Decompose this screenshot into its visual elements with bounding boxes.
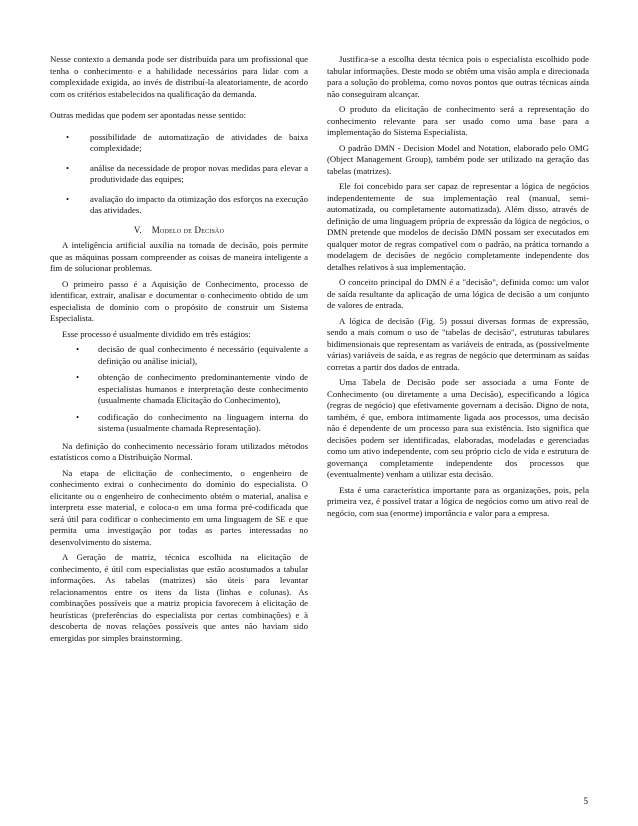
paragraph: A Geração de matriz, técnica escolhida na elicitação de conhecimento, é útil com especialistas que estão acostumados a tabular informações. As tabelas (matrizes) são úteis para levantar relacionamentos entre os itens da lista (linhas e colunas). As combinações possíveis que a matriz propicia favorecem à elicitação de heurísticas (preferências do especialista por certas combinações) e à descoberta de novas relações possíveis que antes não haviam sido emergidas por simples brainstorming. [50,552,308,643]
bullet-list [50,344,308,435]
paragraph: Esse processo é usualmente dividido em três estágios: [62,328,251,339]
paragraph: O produto da elicitação de conhecimento será a representação do conhecimento relevante para ser usado como uma base para a implementação do Sistema Especialista. [327,104,589,137]
paragraph: Nesse contexto a demanda pode ser distribuída para um profissional que tenha o conhecimento e a habilidade necessários para lidar com a complexidade exigida, ao invés de distribuí-la aleatoriamente, de acordo com os critérios estabelecidos na qualificação da demanda. [50,54,308,99]
paragraph: O padrão DMN - Decision Model and Notation, elaborado pelo OMG (Object Management Group), também pode ser utilizado na geração das tabelas (matrizes). [327,142,589,176]
bullet-list [50,132,308,217]
paragraph: O primeiro passo é a Aquisição de Conhecimento, processo de identificar, extrair, analisar e documentar o conhecimento obtido de um especialista de domínio com o propósito de construir um Sistema Especialista. [50,278,308,323]
page-number: 5 [583,796,588,806]
paragraph: Outras medidas que podem ser apontadas nesse sentido: [50,110,247,120]
section-title: Modelo de Decisão [151,224,225,235]
list-item: • possibilidade de automatização de atividades de baixa complexidade; [50,132,308,155]
paragraph: O conceito principal do DMN é a "decisão", definida como: um valor de saída resultante da aplicação de uma lógica de decisão a um conjunto de valores de entrada. [327,277,589,310]
list-item: • codificação do conhecimento na linguagem interna do sistema (usualmente chamada Representação). [50,412,308,435]
section-number: V. [133,224,142,235]
list-item: • obtenção de conhecimento predominantemente vindo de especialistas humanos e interpretação deste conhecimento (usualmente chamada Elicitação do Conhecimento), [50,372,308,407]
paragraph: Na etapa de elicitação de conhecimento, o engenheiro de conhecimento extrai o conhecimento do domínio do especialista. O elicitante ou o engenheiro de conhecimento obtém o material, analisa e interpreta esse material, e coloca-o em uma forma pré-codificada que será útil para codificar o conhecimento em uma linguagem de SE e que permita uma investigação por todas as partes interessadas no desenvolvimento do sistema. [50,467,308,547]
paragraph: Uma Tabela de Decisão pode ser associada a uma Fonte de Conhecimento (ou diretamente a uma Decisão), especificando a lógica (regras de negócio) que efetivamente governam a decisão. Digno de nota, também, é que, embora intimamente ligada aos processos, uma decisão não é dependente de um processo para sua existência. Isto significa que decisões podem ser identificadas, elaboradas, modeladas e gerenciadas como um ativo independente, com seu próprio ciclo de vida e estrutura de governança completamente independente dos processos que (eventualmente) venham a utilizar esta decisão. [327,377,589,479]
section-heading [50,225,308,237]
left-column [50,54,308,648]
paragraph: Justifica-se a escolha desta técnica pois o especialista escolhido pode tabular informações. Deste modo se obtêm uma visão ampla e direcionada para a solução do problema, como novos pontos que outras técnicas ainda não conseguiram alcançar. [327,54,589,99]
paragraph: Ele foi concebido para ser capaz de representar a lógica de negócios independentemente de sua implementação real (manual, semi-automatizada, ou completamente automatizada). Além disso, através de definição de uma linguagem própria de expressão da lógica de negócios, o DMN pretende que modelos de decisão DMN possam ser executados em qualquer motor de regras compatível com o padrão, na prática tornando a modelagem de decisões de negócio completamente independente dos detalhes relativos à sua implementação. [327,181,589,272]
paragraph: A inteligência artificial auxilia na tomada de decisão, pois permite que as máquinas possam compreender as coisas de maneira inteligente a fim de solucionar problemas. [50,240,308,273]
list-item: • análise da necessidade de propor novas medidas para elevar a produtividade das equipes; [50,163,308,186]
paragraph: Na definição do conhecimento necessário foram utilizados métodos estatísticos como a Distribuição Normal. [50,440,308,462]
list-item: • avaliação do impacto da otimização dos esforços na execução das atividades. [50,194,308,217]
list-item: • decisão de qual conhecimento é necessário (equivalente a definição ou análise inicial), [50,344,308,367]
paragraph: A lógica de decisão (Fig. 5) possui diversas formas de expressão, sendo a mais comum o uso de "tabelas de decisão", estruturas tabulares bidimensionais que representam as variáveis de entrada, as (possivelmente várias) variáveis de saída, e as regras de negócio que determinam as saídas corretas a partir dos dados de entrada. [327,315,589,372]
paragraph: Esta é uma característica importante para as organizações, pois, pela primeira vez, é possível tratar a lógica de negócios como um ativo real de negócio, com sua (enorme) importância e valor para a empresa. [327,484,589,518]
right-column [327,54,589,523]
